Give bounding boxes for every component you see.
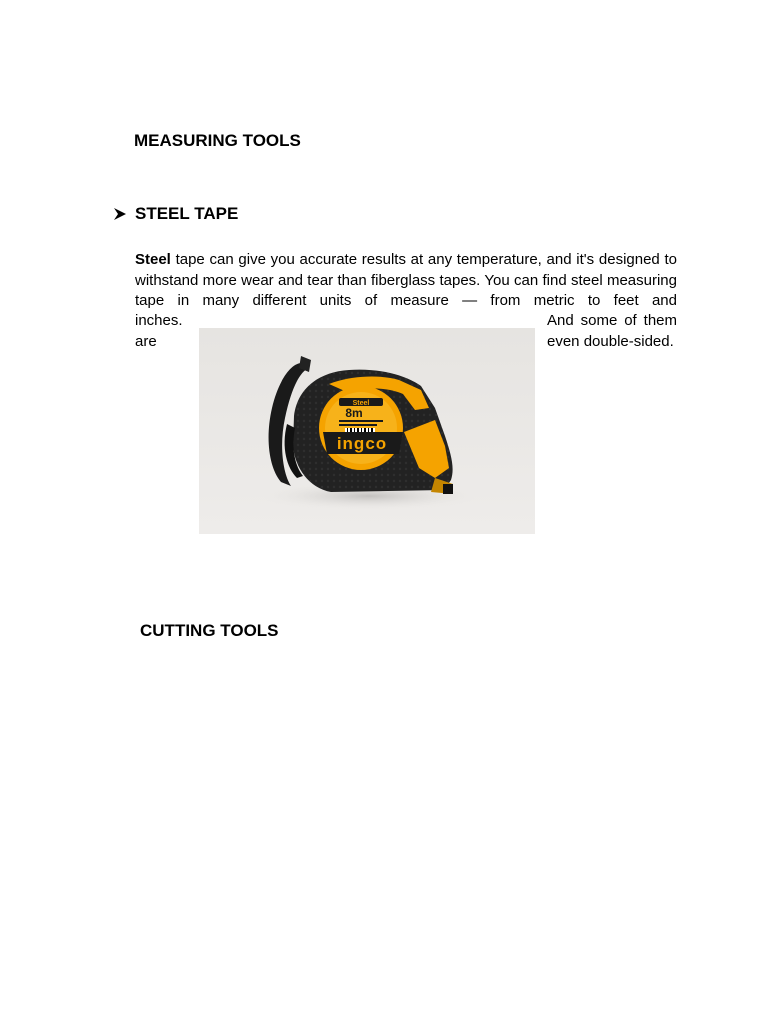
tape-measure-illustration	[199, 328, 535, 534]
paragraph-right-line-1: And some of them	[547, 312, 677, 329]
paragraph-right-line-2: even double-sided.	[547, 333, 674, 350]
photo-label-top: Steel	[352, 400, 370, 407]
paragraph-text: tape can give you accurate results at any temperature, and it's designed to withstand more wear and tear than fiberglass tapes. You can find steel measuring tape in many different units of measure — from metric to feet and	[135, 251, 677, 309]
bold-lead-word: Steel	[135, 251, 171, 268]
paragraph-left-line-2: are	[135, 333, 157, 350]
subsection-title: STEEL TAPE	[135, 204, 239, 223]
section-heading-cutting-tools: CUTTING TOOLS	[140, 621, 279, 640]
photo-label-size: 8m	[345, 406, 363, 420]
section-heading-measuring-tools: MEASURING TOOLS	[134, 131, 301, 150]
arrow-bullet-icon	[112, 204, 135, 224]
steel-tape-photo	[199, 328, 535, 534]
steel-tape-paragraph	[135, 250, 677, 312]
paragraph-left-line-1: inches.	[135, 312, 183, 329]
subsection-steel-tape	[112, 204, 238, 224]
photo-label-brand: ingco	[336, 434, 388, 453]
